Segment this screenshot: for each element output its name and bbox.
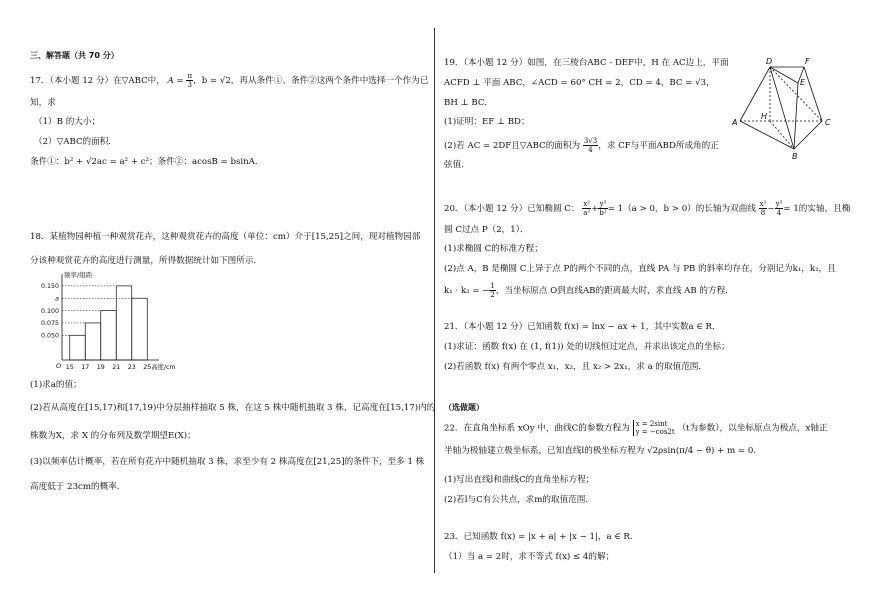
q18-line2: 分该种观赏花卉的高度进行测量，所得数据统计如下图所示． [30,256,263,266]
q17-line2: 知，求 [30,98,56,108]
q17-line1 [30,72,428,89]
q21-sub2: (2)若函数 f(x) 有两个零点 x₁，x₂，且 x₂ > 2x₁，求 a 的取值范围． [444,362,707,372]
q20-k-product: k₁ · k₂ = − [444,286,490,296]
q17-conditions: 条件①：b² + √2ac = a² + c²；条件②：acosB = bsinA． [30,157,264,167]
q18-sub2-line1: (2)若从高度在[15,17)和[17,19)中分层抽样抽取 5 株，在这 5 株中随机抽取 3 株，记高度在[15,17)内的 [30,403,436,413]
q23-sub1: （1）当 a = 2时，求不等式 f(x) ≤ 4的解； [444,552,615,562]
histogram-bar [85,323,101,360]
q19-line3: BH ⊥ BC． [444,98,493,108]
q19-line1: 19．（本小题 12 分）如图，在三棱台ABC - DEF中，H 在 AC边上，平面 [444,58,729,68]
q17-three: 3 [187,81,193,89]
q20-a2: a² [583,209,591,217]
q19-sub2-line1 [444,137,719,154]
y-tick-label: a [55,295,59,303]
histogram-bar [70,335,86,360]
label-A: A [732,118,738,127]
q21-line1: 21．（本小题 12 分）已知函数 f(x) = lnx − ax + 1，其中实数a ∈ R． [444,322,721,332]
histogram-bar [116,286,132,360]
q23-line1: 23．已知函数 f(x) = |x + a| + |x − 1|，a ∈ R． [444,532,639,542]
q22-sub1: (1)写出直线l和曲线C的直角坐标方程； [444,475,595,485]
label-F: F [805,57,810,66]
q18-sub3-line1: (3)以频率估计概率，若在所有花卉中随机抽取 3 株，求至少有 2 株高度在[21,25]的条件下，至多 1 株 [30,457,425,467]
q20-end: = 1的实轴，且椭 [783,204,851,214]
q20-two: 2 [490,291,495,299]
x-tick-label: 19 [96,364,105,371]
q19-sub2-line2: 弦值． [444,160,470,170]
q18-sub1: (1)求a的值； [30,380,82,390]
q20-four: 4 [776,209,782,217]
q20-one: 1 [490,282,495,290]
q22-param-eq [633,420,675,436]
histogram-chart [30,270,176,374]
q17-part1: （1）B 的大小； [34,117,101,127]
label-H: H [761,112,768,121]
q17-A-eq: A = [167,76,184,86]
q19-sub1: (1)证明：EF ⊥ BD； [444,117,530,127]
x-tick-label: 25 [143,364,152,371]
q18-line1: 18．某植物园种植一种观赏花卉，这种观赏花卉的高度（单位：cm）介于[15,25]之间，现对植物园部 [30,232,421,242]
q19-line2: ACFD ⊥ 平面 ABC，∠ACD = 60° CH = 2，CD = 4，BC = √3， [444,78,715,88]
q19-area-num: 3√3 [583,137,598,145]
y-tick-label: 0.050 [40,332,59,340]
q17-pi: π [187,72,193,80]
q20-sub2-line1: (2)点 A，B 是椭圆 C上异于点 P的两个不同的点，直线 PA 与 PB 的斜率均存在，分别记为k₁，k₂，且 [444,264,836,274]
q22-intro: 22．在直角坐标系 xOy 中，曲线C的参数方程为 [444,423,630,434]
origin-label: O [56,362,62,370]
q22-sub2: (2)若l与C有公共点，求m的取值范围． [444,495,594,505]
segment-BH [770,121,794,149]
q20-line1: 20．（本小题 12 分）已知椭圆 C： $\frac{\text{x²}}{\text{a²}}$ + $\frac{\text{y²}}{\text{b²}}$ = 1（a > 0，b > 0）的长轴为双曲线 $\frac{\text{x²}}{8}$ − $\frac{\text{y²}}{4}$ = 1的实轴，且椭 [444,200,851,217]
q20-y-frac [598,200,607,217]
section-title: 三、解答题（共 70 分） [30,51,119,60]
label-E: E [800,78,806,87]
q22-line1 [444,420,828,436]
q17-b-eq: ，b = √2 [193,76,231,86]
q22-eq2: y = −cos2t [635,428,675,436]
elective-title: （选做题） [444,402,484,412]
q20-eight: 8 [760,209,766,217]
frustum-diagram [730,55,840,160]
q19-sub2-rest: ，求 CF与平面ABD所成角的正 [598,141,719,151]
x-tick-label: 23 [127,364,136,371]
q20-sub1: (1)求椭圆 C的标准方程； [444,244,543,254]
label-B: B [792,152,798,161]
column-divider [434,28,435,573]
q20-hy2: y² [775,200,783,208]
q22-line2: 半轴为极轴建立极坐标系，已知直线l的极坐标方程为 √2ρsin(π/4 − θ) + m = 0． [444,446,762,456]
q20-sub2-line2 [444,282,734,299]
x-tick-label: 15 [65,364,74,371]
edge-CF [804,67,822,121]
q19-sub2-text: (2)若 AC = 2DF且▽ABC的面积为 [444,141,581,151]
q19-area-den: 4 [588,146,593,154]
q20-y2: y² [599,200,607,208]
q20-mid: = 1（a > 0，b > 0）的长轴为双曲线 [607,204,756,214]
histogram-bar [132,298,148,360]
q17-intro: 17．（本小题 12 分）在 [30,76,122,86]
x-tick-label: 21 [112,364,121,371]
q20-intro: 20．（本小题 12 分）已知椭圆 C： [444,204,580,214]
q17-triangle: ▽ABC [121,76,148,86]
x-axis-label: 高度/cm [151,364,176,371]
label-D: D [766,57,773,66]
q20-x-frac [582,200,591,217]
q20-hx-frac [759,200,768,217]
q18-sub3-line2: 高度低于 23cm的概率． [30,482,126,492]
edge-AB [740,121,794,149]
label-C: C [825,118,831,127]
q17-part2: （2）▽ABC的面积． [34,137,117,147]
y-tick-label: 0.075 [40,320,59,328]
q22-eq1: x = 2sint [635,420,668,428]
q20-hx2: x² [759,200,767,208]
x-tick-label: 17 [81,364,90,371]
edge-BC [794,121,822,149]
q21-sub1: (1)求证：函数 f(x) 在 (1, f(1)) 处的切线恒过定点，并求出该定点的坐标； [444,342,730,352]
q19-area-fraction [583,137,598,154]
q20-k-rest: ，当坐标原点 O到直线AB的距离最大时，求直线 AB 的方程． [495,286,734,296]
q17-condition-text: ，再从条件①、条件②这两个条件中选择一个作为已 [230,76,429,86]
q20-b2: b² [599,209,607,217]
edge-BE [794,83,798,149]
q18-sub2-line2: 株数为X，求 X 的分布列及数学期望E(X)； [30,431,196,441]
q20-line2: 圆 C过点 P（2，1）． [444,225,529,235]
y-tick-label: 0.150 [40,283,59,291]
y-axis-label: 频率/组距 [64,271,93,279]
y-tick-label: 0.100 [40,307,59,315]
histogram-bar [101,311,117,360]
q20-x2: x² [583,200,591,208]
q22-rest: （t为参数），以坐标原点为极点，x轴正 [677,423,828,434]
q17-in: 中， [147,76,165,86]
